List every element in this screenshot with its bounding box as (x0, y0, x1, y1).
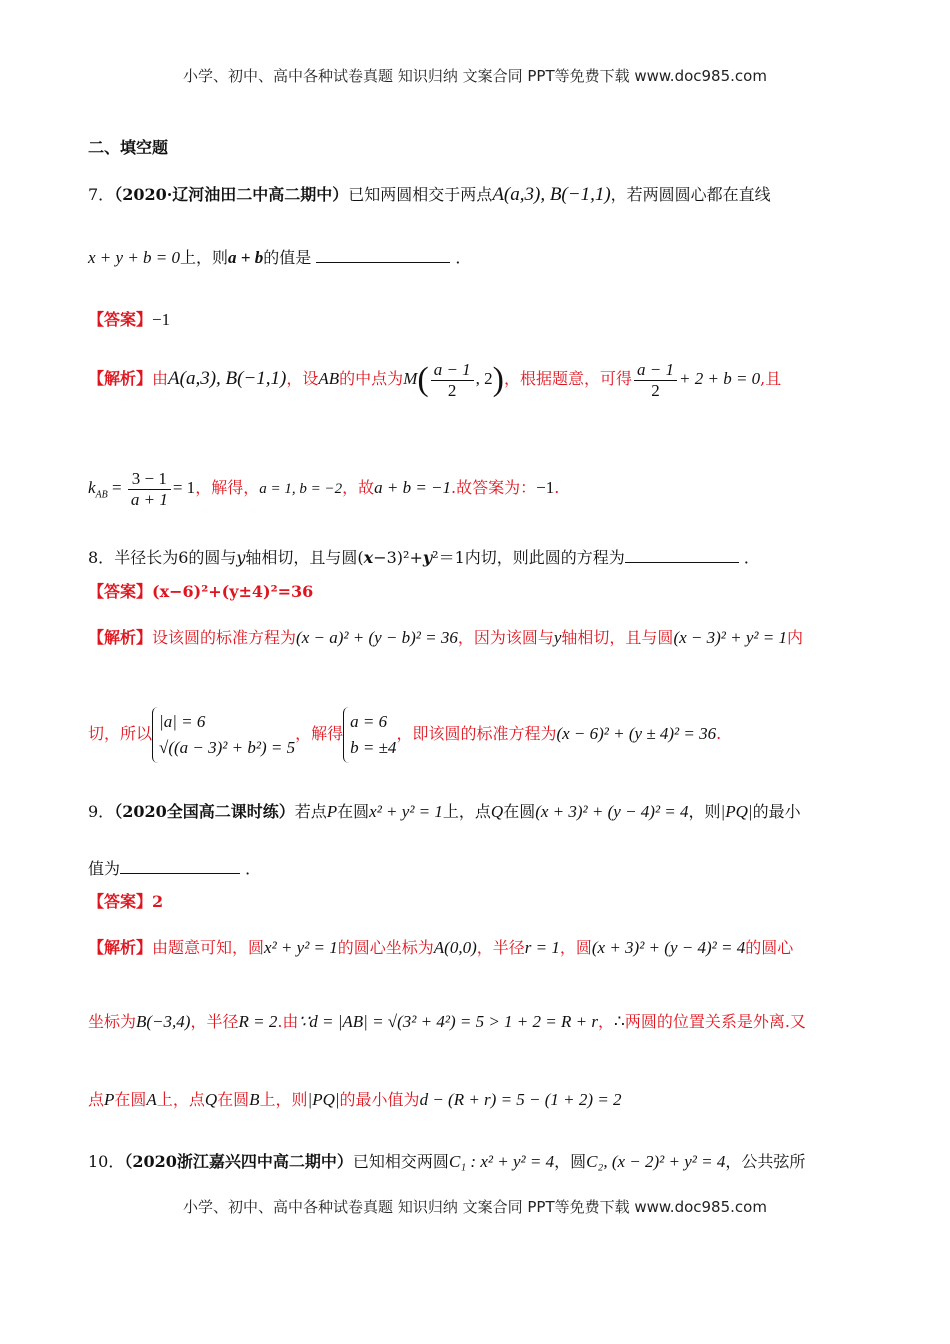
fraction-numerator: 3 − 1 (128, 469, 171, 490)
q9-text: ，则 (688, 802, 721, 821)
answer-blank[interactable] (120, 859, 240, 874)
q7-text: 上，则 (180, 248, 229, 267)
q9-analysis-text: 上，点 (156, 1090, 205, 1109)
q7-analysis-math: = (112, 478, 122, 497)
fraction-numerator: a − 1 (634, 360, 677, 381)
answer-blank[interactable] (625, 548, 739, 563)
fraction-denominator: a + 1 (130, 489, 168, 509)
q8-solution-system (343, 707, 396, 763)
q7-analysis-math: AB (95, 489, 108, 501)
q7-analysis-math: k (88, 478, 96, 497)
q10-number: 10． (88, 1152, 125, 1171)
analysis-label: 【解析】 (88, 938, 153, 957)
q7-analysis-text: ，根据题意，可得 (504, 369, 633, 388)
q9-analysis-math: |PQ| (307, 1090, 340, 1109)
q9-text: ． (245, 859, 262, 878)
answer-label: 【答案】 (88, 892, 153, 911)
q7-math-line: x + y + b = 0 (88, 248, 181, 267)
page-header: 小学、初中、高中各种试卷真题 知识归纳 文案合同 PPT等免费下载 www.doc985.com (183, 67, 767, 85)
q9-text: 在圆 (503, 802, 536, 821)
q9-analysis-text: ，半径 (190, 1012, 239, 1031)
q7-analysis-line2 (88, 466, 864, 517)
q9-analysis-line3 (88, 1088, 864, 1112)
fraction-denominator: 2 (651, 380, 660, 400)
q7-analysis-text: 的中点为 (339, 369, 404, 388)
q9-analysis-text: 上，则 (259, 1090, 308, 1109)
q9-analysis-math: P (104, 1090, 115, 1109)
answer-blank[interactable] (316, 248, 450, 263)
q8-analysis-math: |a| = 6 (159, 711, 206, 731)
q9-analysis-line2 (88, 1010, 864, 1034)
q9-analysis-text: 的圆心 (745, 938, 794, 957)
q9-analysis-math: (x + 3)² + (y − 4)² = 4 (591, 938, 746, 957)
q8-analysis-math: √((a − 3)² + b²) = 5 (159, 737, 296, 757)
q7-analysis-math: , 2 (475, 369, 493, 388)
q10-text: ，公共弦所 (725, 1152, 806, 1171)
q7-analysis-math: + 2 + b = 0 (679, 369, 761, 388)
q9-math: P (326, 802, 338, 821)
q8-analysis-line2 (88, 704, 864, 764)
q7-line1 (88, 183, 864, 207)
q8-analysis-text: ，即该圆的标准方程为 (396, 724, 557, 743)
q8-analysis-text: ，因为该圆与 (457, 628, 554, 647)
q8-equation-system (152, 707, 295, 763)
q9-analysis-math: A (146, 1090, 157, 1109)
q7-analysis-math: a = 1, b = −2 (259, 481, 343, 497)
q8-analysis-line1 (88, 626, 864, 650)
q8-math: y (236, 548, 246, 567)
q9-analysis-math: r = 1 (524, 938, 560, 957)
q8-analysis-math: (x − 3)² + y² = 1 (673, 628, 787, 647)
q9-number: 9． (88, 802, 115, 821)
q7-analysis-text: ，设 (286, 369, 319, 388)
q8-analysis-text: ，解得 (295, 724, 344, 743)
q9-analysis-text: ，圆 (559, 938, 592, 957)
answer-label: 【答案】 (88, 310, 153, 329)
q9-analysis-math: Q (204, 1090, 218, 1109)
q8-text: 轴相切，且与圆( (245, 548, 364, 567)
q7-analysis-text: .故答案为： (451, 478, 537, 497)
analysis-label: 【解析】 (88, 369, 153, 388)
q7-text: ． (455, 248, 472, 267)
q8-text: ． (743, 548, 760, 567)
q8-line1 (88, 546, 864, 570)
q8-analysis-text: 轴相切，且与圆 (561, 628, 674, 647)
q9-source: （2020全国高二课时练） (114, 802, 295, 821)
q9-analysis-math: B(−3,4) (136, 1012, 191, 1031)
q7-analysis-math: A(a,3), B(−1,1) (168, 368, 287, 389)
q9-math: (x + 3)² + (y − 4)² = 4 (535, 802, 689, 821)
q9-analysis-math: ∵d = |AB| = √(3² + 4²) = 5 > 1 + 2 = R + r (298, 1012, 598, 1031)
q8-analysis-math: a = 6 (350, 711, 388, 731)
q9-analysis-text: .由 (277, 1012, 299, 1031)
q9-analysis-text: 点 (88, 1090, 105, 1109)
q8-math: x (363, 548, 374, 567)
q8-analysis-math: (x − 6)² + (y ± 4)² = 36 (556, 724, 717, 743)
q10-text: 已知相交两圆 (352, 1152, 449, 1171)
q7-answer (88, 308, 864, 332)
q9-text: 在圆 (337, 802, 370, 821)
q9-analysis-text: 在圆 (217, 1090, 250, 1109)
q7-text: ，若两圆圆心都在直线 (610, 185, 771, 204)
q9-analysis-math: d − (R + r) = 5 − (1 + 2) = 2 (419, 1090, 622, 1109)
q8-number: 8． (88, 548, 115, 567)
q10-math: C₂, (x − 2)² + y² = 4 (586, 1152, 726, 1171)
q9-analysis-text: ，半径 (476, 938, 525, 957)
q9-analysis-math: A(0,0) (433, 938, 477, 957)
q7-analysis-text: ，故 (342, 478, 375, 497)
q7-analysis-text: ,且 (760, 369, 782, 388)
q9-math: |PQ| (720, 802, 753, 821)
q9-math: x² + y² = 1 (369, 802, 443, 821)
answer-label: 【答案】 (88, 582, 153, 601)
section-title: 二、填空题 (88, 138, 169, 157)
q9-answer (88, 890, 864, 914)
q7-analysis-math: a + b = −1 (374, 478, 452, 497)
q9-analysis-line1 (88, 936, 864, 960)
q9-math: Q (490, 802, 504, 821)
q9-analysis-text: 在圆 (114, 1090, 147, 1109)
q7-math-sum: a + b (228, 248, 264, 267)
q7-analysis-math: −1 (536, 478, 555, 497)
q7-text: 已知两圆相交于两点 (348, 185, 493, 204)
q9-text: 的最小 (752, 802, 801, 821)
q7-analysis-text: . (554, 478, 560, 497)
q7-answer-value: −1 (152, 310, 171, 329)
q10-text: ，圆 (554, 1152, 587, 1171)
q7-source: （2020·辽河油田二中高二期中） (114, 185, 349, 204)
q9-analysis-text: 由题意可知，圆 (152, 938, 265, 957)
q9-analysis-text: 坐标为 (88, 1012, 137, 1031)
q9-line1 (88, 800, 864, 824)
q9-analysis-text: 的最小值为 (339, 1090, 420, 1109)
q8-analysis-text: 切，所以 (88, 724, 153, 743)
q8-analysis-math: (x − a)² + (y − b)² = 36 (296, 628, 458, 647)
q7-analysis-math: AB (318, 369, 340, 388)
fraction-denominator: 2 (447, 380, 457, 400)
q9-analysis-text: 两圆的位置关系是外离.又 (624, 1012, 806, 1031)
q9-answer-value: 2 (152, 892, 164, 911)
q7-midpoint-formula: M( $\frac{a - 1}{2}$ , 2) (403, 359, 504, 400)
q8-analysis-text: 设该圆的标准方程为 (152, 628, 297, 647)
page-footer: 小学、初中、高中各种试卷真题 知识归纳 文案合同 PPT等免费下载 www.doc985.com (183, 1198, 767, 1216)
q9-analysis-math: R = 2 (238, 1012, 278, 1031)
q9-line2 (88, 857, 864, 881)
q7-condition-formula (632, 359, 761, 400)
analysis-label: 【解析】 (88, 628, 153, 647)
q10-source: （2020浙江嘉兴四中高二期中） (124, 1152, 353, 1171)
q10-math: C₁ : x² + y² = 4 (448, 1152, 555, 1171)
q8-analysis-text: . (716, 724, 722, 743)
q7-math-points: A(a,3), B(−1,1) (492, 184, 611, 205)
q10-line1 (88, 1150, 864, 1174)
q9-analysis-text: ， (597, 1012, 614, 1031)
q7-analysis-text: 由 (152, 369, 169, 388)
q9-text: 上，点 (442, 802, 491, 821)
q9-analysis-math: B (249, 1090, 260, 1109)
q7-analysis-math: = 1 (172, 478, 196, 497)
q9-analysis-text: 的圆心坐标为 (337, 938, 434, 957)
q7-number: 7． (88, 185, 115, 204)
q7-line2 (88, 246, 864, 270)
q9-text: 值为 (88, 859, 121, 878)
q7-text: 的值是 (263, 248, 312, 267)
q8-text: ²＝1内切，则此圆的方程为 (432, 548, 625, 567)
q7-analysis-text: ，解得， (195, 478, 260, 497)
q9-analysis-math: x² + y² = 1 (264, 938, 338, 957)
q8-analysis-math: y (553, 628, 562, 647)
q7-analysis-line1 (88, 358, 864, 401)
q7-analysis-math: M (403, 369, 418, 388)
q8-analysis-math: b = ±4 (350, 737, 397, 757)
q8-analysis-text: 内 (786, 628, 803, 647)
q8-text: −3)²+ (373, 548, 423, 567)
q9-analysis-math: ∴ (614, 1012, 625, 1031)
fraction-numerator: a − 1 (431, 360, 474, 381)
q8-answer-value: (x−6)²+(y±4)²=36 (152, 582, 314, 601)
q7-slope-formula (88, 468, 196, 509)
q8-math: y (422, 548, 433, 567)
q8-answer (88, 580, 864, 604)
q8-text: 半径长为6的圆与 (114, 548, 237, 567)
q9-text: 若点 (294, 802, 327, 821)
